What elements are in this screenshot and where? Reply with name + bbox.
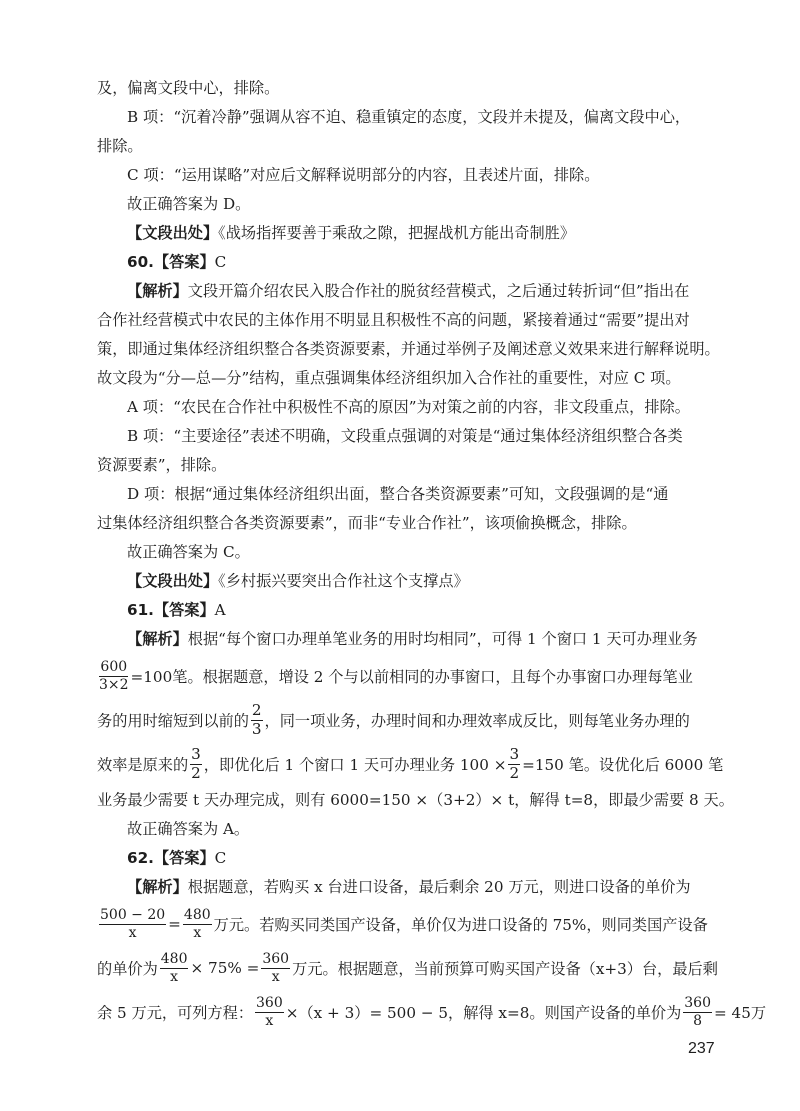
formula-line (97, 654, 719, 698)
answer-line-60 (97, 248, 719, 277)
page-content (97, 74, 767, 1034)
fraction-numerator: 3 (191, 744, 201, 763)
fraction (261, 952, 290, 984)
paragraph-text: 根据“每个窗口办理单笔业务的用时均相同”，可得 1 个窗口 1 天可办理业务 (187, 630, 698, 648)
text-line (97, 538, 719, 567)
fraction-denominator: 2 (191, 763, 201, 782)
fraction (683, 996, 712, 1028)
fraction-denominator: x (193, 924, 202, 941)
fraction (251, 700, 263, 738)
text-line (97, 132, 719, 161)
fraction-denominator: 3×2 (99, 676, 129, 693)
fraction-denominator: 2 (509, 763, 520, 782)
answer-tag: 【答案】 (153, 601, 215, 619)
answer-tag: 【答案】 (153, 253, 215, 271)
paragraph-text: 文段开篇介绍农民入股合作社的脱贫经营模式，之后通过转折词“但”指出在 (187, 282, 690, 300)
fraction-denominator: 8 (693, 1012, 703, 1029)
formula-line (97, 698, 719, 742)
fraction-numerator: 360 (684, 994, 711, 1011)
fraction-numerator: 480 (160, 950, 188, 967)
paragraph-text: D 项：根据“通过集体经济组织出面，整合各类资源要素”可知，文段强调的是“通 (127, 485, 669, 503)
paragraph-text: C 项：“运用谋略”对应后文解释说明部分的内容，且表述片面，排除。 (127, 166, 600, 184)
question-number: 60. (127, 253, 154, 271)
paragraph-text: =100笔。根据题意，增设 2 个与以前相同的办事窗口，且每个办事窗口办理每笔业 (130, 667, 693, 686)
fraction-denominator: 3 (251, 719, 262, 738)
paragraph-text: 合作社经营模式中农民的主体作用不明显且积极性不高的问题，紧接着通过“需要”提出对 (97, 311, 690, 329)
answer-letter: C (214, 849, 227, 867)
paragraph-text: =150 笔。设优化后 6000 笔 (522, 755, 724, 774)
paragraph-text: = 45万 (714, 1003, 767, 1022)
paragraph-text: 故正确答案为 A。 (127, 820, 250, 838)
answer-tag: 【答案】 (153, 849, 215, 867)
question-number: 61. (127, 601, 154, 619)
answer-line-62 (97, 844, 719, 873)
fraction-numerator: 600 (100, 658, 128, 675)
text-line (97, 277, 719, 306)
text-line (97, 509, 719, 538)
answer-letter: C (214, 253, 227, 271)
text-line (97, 393, 719, 422)
text-line (97, 103, 719, 132)
paragraph-text: 排除。 (97, 137, 143, 155)
paragraph-text: 过集体经济组织整合各类资源要素”，而非“专业合作社”，该项偷换概念，排除。 (97, 514, 637, 532)
analysis-tag: 【解析】 (127, 878, 188, 896)
paragraph-text: 业务最少需要 t 天办理完成，则有 6000=150 ×（3+2）× t，解得 t=8，即最少需要 8 天。 (97, 791, 734, 809)
source-line (97, 219, 719, 248)
formula-line (97, 946, 719, 990)
fraction-numerator: 3 (509, 744, 520, 763)
paragraph-text: 故正确答案为 D。 (127, 195, 251, 213)
paragraph-text: B 项：“主要途径”表述不明确，文段重点强调的对策是“通过集体经济组织整合各类 (127, 427, 683, 445)
fraction-numerator: 2 (251, 700, 262, 719)
answer-line-61 (97, 596, 719, 625)
paragraph-text: 万元。若购买同类国产设备，单价仅为进口设备的 75%，则同类国产设备 (213, 915, 708, 934)
text-line (97, 190, 719, 219)
formula-line (97, 902, 719, 946)
paragraph-text: × 75% = (190, 959, 260, 977)
formula-line (97, 990, 767, 1034)
answer-letter: A (214, 601, 226, 619)
paragraph-text: 务的用时缩短到以前的 (97, 711, 249, 730)
text-line (97, 480, 719, 509)
page-number: 237 (688, 1040, 715, 1057)
text-line (97, 625, 719, 654)
analysis-tag: 【解析】 (127, 282, 188, 300)
paragraph-text: 余 5 万元，可列方程： (97, 1003, 254, 1022)
fraction-numerator: 360 (256, 994, 283, 1011)
question-number: 62. (127, 849, 154, 867)
source-line (97, 567, 719, 596)
text-line (97, 451, 719, 480)
text-line (97, 786, 734, 815)
fraction (508, 744, 520, 782)
analysis-tag: 【解析】 (127, 630, 188, 648)
fraction-numerator: 360 (262, 950, 290, 967)
source-title: 《战场指挥要善于乘敌之隙，把握战机方能出奇制胜》 (218, 224, 576, 242)
fraction (99, 908, 166, 940)
paragraph-text: 效率是原来的 (97, 755, 189, 774)
fraction-denominator: x (265, 1012, 274, 1029)
paragraph-text: ，即优化后 1 个窗口 1 天可办理业务 100 × (203, 755, 507, 774)
text-line (97, 306, 719, 335)
text-line (97, 873, 719, 902)
paragraph-text: 的单价为 (97, 959, 158, 978)
paragraph-text: A 项：“农民在合作社中积极性不高的原因”为对策之前的内容，非文段重点，排除。 (127, 398, 690, 416)
fraction (183, 908, 212, 940)
text-line (97, 422, 719, 451)
fraction (99, 660, 129, 692)
fraction-denominator: x (271, 968, 280, 985)
text-line (97, 74, 719, 103)
text-line (97, 364, 719, 393)
formula-line (97, 742, 724, 786)
paragraph-text: 资源要素”，排除。 (97, 456, 227, 474)
paragraph-text: ×（x + 3）= 500 − 5，解得 x=8。则国产设备的单价为 (285, 1003, 682, 1022)
paragraph-text: 万元。根据题意，当前预算可购买国产设备（x+3）台，最后剩 (292, 959, 718, 978)
text-line (97, 815, 719, 844)
fraction-numerator: 480 (183, 906, 211, 923)
fraction (190, 744, 202, 782)
paragraph-text: 故正确答案为 C。 (127, 543, 250, 561)
fraction (255, 996, 284, 1028)
paragraph-text: ，同一项业务，办理时间和办理效率成反比，则每笔业务办理的 (264, 711, 690, 730)
fraction (160, 952, 189, 984)
fraction-numerator: 500 − 20 (100, 906, 166, 923)
paragraph-text: 策，即通过集体经济组织整合各类资源要素，并通过举例子及阐述意义效果来进行解释说明。 (97, 340, 720, 358)
paragraph-text: 故文段为“分—总—分”结构，重点强调集体经济组织加入合作社的重要性，对应 C 项。 (97, 369, 681, 387)
source-tag: 【文段出处】 (127, 572, 219, 590)
fraction-denominator: x (170, 968, 179, 985)
text-line (97, 335, 719, 364)
paragraph-text: B 项：“沉着冷静”强调从容不迫、稳重镇定的态度，文段并未提及，偏离文段中心， (127, 108, 691, 126)
source-title: 《乡村振兴要突出合作社这个支撑点》 (218, 572, 469, 590)
source-tag: 【文段出处】 (127, 224, 219, 242)
equals-sign: = (168, 915, 181, 933)
paragraph-text: 根据题意，若购买 x 台进口设备，最后剩余 20 万元，则进口设备的单价为 (187, 878, 691, 896)
paragraph-text: 及，偏离文段中心，排除。 (97, 79, 280, 97)
fraction-denominator: x (128, 924, 137, 941)
text-line (97, 161, 719, 190)
